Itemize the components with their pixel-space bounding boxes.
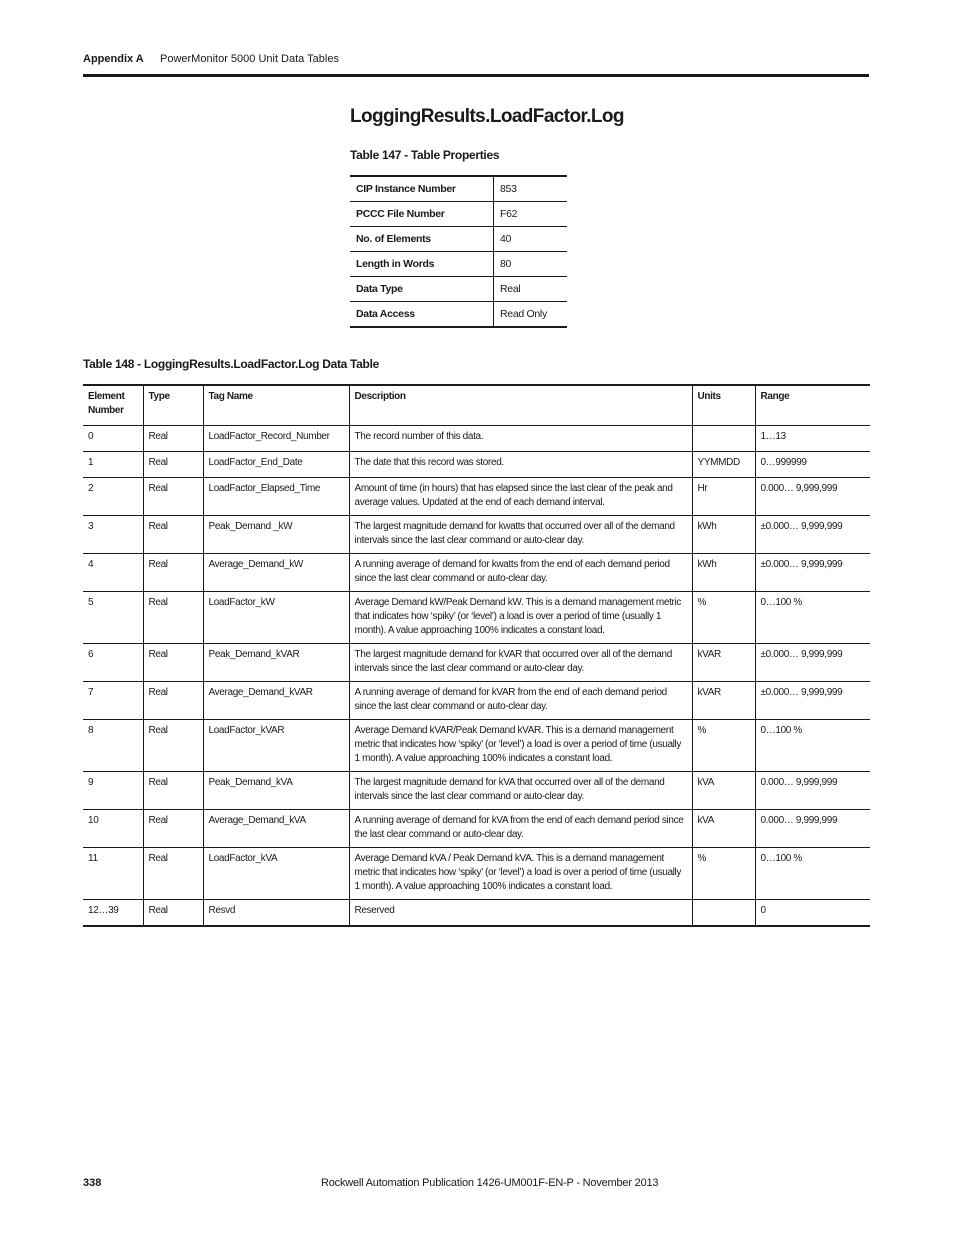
property-value: F62 xyxy=(494,202,568,227)
range-cell: ±0.000… 9,999,999 xyxy=(755,644,870,682)
tag-name-cell: Peak_Demand_kVAR xyxy=(203,644,349,682)
element-number-cell: 0 xyxy=(83,426,143,452)
property-key: PCCC File Number xyxy=(350,202,494,227)
units-cell: kVAR xyxy=(692,644,755,682)
element-number-cell: 1 xyxy=(83,452,143,478)
table-row xyxy=(83,720,870,772)
description-cell: Average Demand kVAR/Peak Demand kVAR. This is a demand management metric that indicates how ‘spiky’ (or ‘level’) a load is over a period of time (usually 1 month). A value approaching 100% indicates a constant load. xyxy=(349,720,692,772)
property-value: Real xyxy=(494,277,568,302)
section-title: LoggingResults.LoadFactor.Log xyxy=(350,106,624,127)
table-147-caption: Table 147 - Table Properties xyxy=(350,148,500,162)
tag-name-cell: LoadFactor_Record_Number xyxy=(203,426,349,452)
element-number-cell: 3 xyxy=(83,516,143,554)
appendix-label: Appendix A xyxy=(83,53,144,65)
property-key: Length in Words xyxy=(350,252,494,277)
table-row xyxy=(83,644,870,682)
property-key: Data Access xyxy=(350,302,494,328)
type-cell: Real xyxy=(143,848,203,900)
units-cell: % xyxy=(692,720,755,772)
table-row xyxy=(83,682,870,720)
description-cell: A running average of demand for kwatts from the end of each demand period since the last clear command or auto-clear day. xyxy=(349,554,692,592)
range-cell: 0 xyxy=(755,900,870,927)
range-cell: 0.000… 9,999,999 xyxy=(755,478,870,516)
tag-name-cell: Average_Demand_kVAR xyxy=(203,682,349,720)
table-properties xyxy=(350,175,567,328)
description-cell: A running average of demand for kVAR from the end of each demand period since the last clear command or auto-clear day. xyxy=(349,682,692,720)
description-cell: The record number of this data. xyxy=(349,426,692,452)
units-cell: Hr xyxy=(692,478,755,516)
description-cell: Amount of time (in hours) that has elapsed since the last clear of the peak and average values. Updated at the end of each demand interval. xyxy=(349,478,692,516)
table-row xyxy=(83,772,870,810)
units-cell: % xyxy=(692,592,755,644)
type-cell: Real xyxy=(143,554,203,592)
range-cell: ±0.000… 9,999,999 xyxy=(755,554,870,592)
tag-name-cell: LoadFactor_kVA xyxy=(203,848,349,900)
table-row xyxy=(83,452,870,478)
property-key: CIP Instance Number xyxy=(350,176,494,202)
header-title: PowerMonitor 5000 Unit Data Tables xyxy=(160,53,339,65)
tag-name-cell: LoadFactor_kW xyxy=(203,592,349,644)
publication-info: Rockwell Automation Publication 1426-UM001F-EN-P - November 2013 xyxy=(321,1177,659,1189)
table-row xyxy=(83,900,870,927)
table-row xyxy=(83,810,870,848)
element-number-cell: 6 xyxy=(83,644,143,682)
page-header xyxy=(83,53,869,77)
description-cell: Reserved xyxy=(349,900,692,927)
element-number-cell: 7 xyxy=(83,682,143,720)
range-cell: 0.000… 9,999,999 xyxy=(755,772,870,810)
data-table xyxy=(83,384,870,927)
type-cell: Real xyxy=(143,644,203,682)
description-cell: Average Demand kVA / Peak Demand kVA. This is a demand management metric that indicates how ‘spiky’ (or ‘level’) a load is over a period of time (usually 1 month). A value approaching 100% indicates a constant load. xyxy=(349,848,692,900)
table-row xyxy=(350,277,567,302)
units-cell: kVAR xyxy=(692,682,755,720)
table-row xyxy=(83,478,870,516)
tag-name-cell: Average_Demand_kVA xyxy=(203,810,349,848)
element-number-cell: 2 xyxy=(83,478,143,516)
column-header-range: Range xyxy=(755,385,870,426)
type-cell: Real xyxy=(143,516,203,554)
table-148-caption: Table 148 - LoggingResults.LoadFactor.Log Data Table xyxy=(83,357,379,371)
table-row xyxy=(350,202,567,227)
table-row xyxy=(83,848,870,900)
units-cell: % xyxy=(692,848,755,900)
table-row xyxy=(350,227,567,252)
column-header-description: Description xyxy=(349,385,692,426)
range-cell: ±0.000… 9,999,999 xyxy=(755,682,870,720)
table-row xyxy=(350,252,567,277)
type-cell: Real xyxy=(143,720,203,772)
property-key: No. of Elements xyxy=(350,227,494,252)
column-header-element-number: Element Number xyxy=(83,385,143,426)
units-cell xyxy=(692,426,755,452)
range-cell: 0…999999 xyxy=(755,452,870,478)
description-cell: The largest magnitude demand for kVA that occurred over all of the demand intervals since the last clear command or auto-clear day. xyxy=(349,772,692,810)
property-key: Data Type xyxy=(350,277,494,302)
tag-name-cell: LoadFactor_End_Date xyxy=(203,452,349,478)
table-row xyxy=(350,176,567,202)
type-cell: Real xyxy=(143,478,203,516)
table-row xyxy=(83,426,870,452)
element-number-cell: 9 xyxy=(83,772,143,810)
range-cell: 0.000… 9,999,999 xyxy=(755,810,870,848)
type-cell: Real xyxy=(143,426,203,452)
units-cell: kVA xyxy=(692,772,755,810)
property-value: 40 xyxy=(494,227,568,252)
tag-name-cell: LoadFactor_Elapsed_Time xyxy=(203,478,349,516)
type-cell: Real xyxy=(143,900,203,927)
type-cell: Real xyxy=(143,682,203,720)
tag-name-cell: LoadFactor_kVAR xyxy=(203,720,349,772)
table-row xyxy=(83,516,870,554)
column-header-tag-name: Tag Name xyxy=(203,385,349,426)
type-cell: Real xyxy=(143,452,203,478)
tag-name-cell: Average_Demand_kW xyxy=(203,554,349,592)
element-number-cell: 10 xyxy=(83,810,143,848)
page-number: 338 xyxy=(83,1177,102,1189)
units-cell xyxy=(692,900,755,927)
table-header-row xyxy=(83,385,870,426)
description-cell: The date that this record was stored. xyxy=(349,452,692,478)
element-number-cell: 11 xyxy=(83,848,143,900)
description-cell: The largest magnitude demand for kwatts that occurred over all of the demand intervals since the last clear command or auto-clear day. xyxy=(349,516,692,554)
type-cell: Real xyxy=(143,772,203,810)
element-number-cell: 12…39 xyxy=(83,900,143,927)
range-cell: 0…100 % xyxy=(755,592,870,644)
column-header-units: Units xyxy=(692,385,755,426)
type-cell: Real xyxy=(143,592,203,644)
units-cell: kWh xyxy=(692,516,755,554)
range-cell: 0…100 % xyxy=(755,720,870,772)
element-number-cell: 8 xyxy=(83,720,143,772)
tag-name-cell: Resvd xyxy=(203,900,349,927)
property-value: Read Only xyxy=(494,302,568,328)
range-cell: ±0.000… 9,999,999 xyxy=(755,516,870,554)
table-row xyxy=(83,554,870,592)
range-cell: 0…100 % xyxy=(755,848,870,900)
description-cell: The largest magnitude demand for kVAR that occurred over all of the demand intervals since the last clear command or auto-clear day. xyxy=(349,644,692,682)
property-value: 853 xyxy=(494,176,568,202)
units-cell: kWh xyxy=(692,554,755,592)
units-cell: YYMMDD xyxy=(692,452,755,478)
table-row xyxy=(83,592,870,644)
description-cell: Average Demand kW/Peak Demand kW. This is a demand management metric that indicates how ‘spiky’ (or ‘level’) a load is over a period of time (usually 1 month). A value approaching 100% indicates a constant load. xyxy=(349,592,692,644)
tag-name-cell: Peak_Demand_kVA xyxy=(203,772,349,810)
description-cell: A running average of demand for kVA from the end of each demand period since the last clear command or auto-clear day. xyxy=(349,810,692,848)
column-header-type: Type xyxy=(143,385,203,426)
element-number-cell: 4 xyxy=(83,554,143,592)
tag-name-cell: Peak_Demand _kW xyxy=(203,516,349,554)
table-row xyxy=(350,302,567,328)
range-cell: 1…13 xyxy=(755,426,870,452)
element-number-cell: 5 xyxy=(83,592,143,644)
property-value: 80 xyxy=(494,252,568,277)
type-cell: Real xyxy=(143,810,203,848)
units-cell: kVA xyxy=(692,810,755,848)
